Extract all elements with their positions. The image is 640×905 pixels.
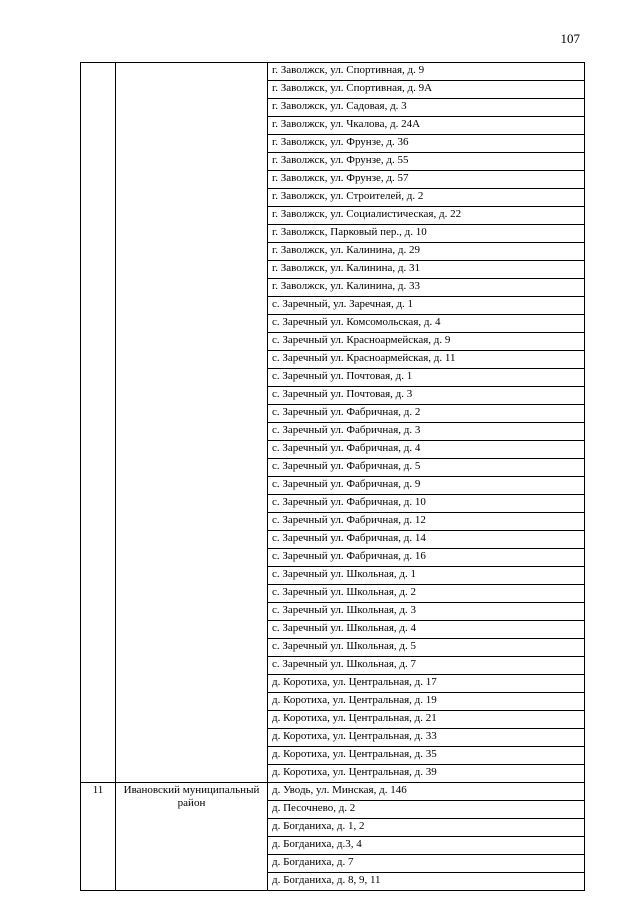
address-cell: с. Заречный ул. Школьная, д. 2 xyxy=(268,585,585,603)
address-cell: г. Заволжск, ул. Чкалова, д. 24А xyxy=(268,117,585,135)
address-cell: с. Заречный ул. Почтовая, д. 1 xyxy=(268,369,585,387)
address-cell: д. Богданиха, д.3, 4 xyxy=(268,837,585,855)
address-cell: с. Заречный ул. Комсомольская, д. 4 xyxy=(268,315,585,333)
address-cell: с. Заречный ул. Школьная, д. 5 xyxy=(268,639,585,657)
address-cell: г. Заволжск, ул. Социалистическая, д. 22 xyxy=(268,207,585,225)
address-cell: д. Богданиха, д. 1, 2 xyxy=(268,819,585,837)
address-cell: с. Заречный ул. Школьная, д. 4 xyxy=(268,621,585,639)
page-number: 107 xyxy=(560,31,580,46)
address-cell: с. Заречный ул. Школьная, д. 1 xyxy=(268,567,585,585)
address-cell: д. Коротиха, ул. Центральная, д. 33 xyxy=(268,729,585,747)
address-table-body xyxy=(81,63,585,891)
address-cell: с. Заречный ул. Фабричная, д. 12 xyxy=(268,513,585,531)
address-cell: г. Заволжск, ул. Фрунзе, д. 57 xyxy=(268,171,585,189)
address-cell: г. Заволжск, ул. Калинина, д. 33 xyxy=(268,279,585,297)
address-cell: д. Уводь, ул. Минская, д. 146 xyxy=(268,783,585,801)
address-cell: с. Заречный ул. Красноармейская, д. 11 xyxy=(268,351,585,369)
address-cell: с. Заречный ул. Фабричная, д. 3 xyxy=(268,423,585,441)
address-table xyxy=(80,62,585,891)
row-number-cell xyxy=(81,63,116,783)
address-cell: с. Заречный ул. Школьная, д. 3 xyxy=(268,603,585,621)
address-cell: г. Заволжск, ул. Фрунзе, д. 55 xyxy=(268,153,585,171)
table-row xyxy=(81,783,585,801)
district-cell: Ивановский муниципальный район xyxy=(116,783,268,891)
address-cell: с. Заречный ул. Фабричная, д. 10 xyxy=(268,495,585,513)
table-row xyxy=(81,63,585,81)
address-cell: с. Заречный ул. Фабричная, д. 4 xyxy=(268,441,585,459)
row-number-cell: 11 xyxy=(81,783,116,891)
address-cell: с. Заречный ул. Фабричная, д. 14 xyxy=(268,531,585,549)
address-cell: д. Песочнево, д. 2 xyxy=(268,801,585,819)
address-cell: д. Коротиха, ул. Центральная, д. 19 xyxy=(268,693,585,711)
address-cell: г. Заволжск, ул. Калинина, д. 29 xyxy=(268,243,585,261)
address-cell: г. Заволжск, ул. Строителей, д. 2 xyxy=(268,189,585,207)
address-cell: г. Заволжск, ул. Спортивная, д. 9А xyxy=(268,81,585,99)
address-cell: с. Заречный ул. Почтовая, д. 3 xyxy=(268,387,585,405)
address-cell: г. Заволжск, ул. Калинина, д. 31 xyxy=(268,261,585,279)
address-cell: с. Заречный ул. Школьная, д. 7 xyxy=(268,657,585,675)
address-cell: д. Коротиха, ул. Центральная, д. 17 xyxy=(268,675,585,693)
address-cell: с. Заречный ул. Фабричная, д. 9 xyxy=(268,477,585,495)
address-cell: с. Заречный, ул. Заречная, д. 1 xyxy=(268,297,585,315)
address-cell: г. Заволжск, ул. Садовая, д. 3 xyxy=(268,99,585,117)
address-cell: с. Заречный ул. Красноармейская, д. 9 xyxy=(268,333,585,351)
address-cell: г. Заволжск, ул. Спортивная, д. 9 xyxy=(268,63,585,81)
address-cell: д. Коротиха, ул. Центральная, д. 21 xyxy=(268,711,585,729)
district-cell xyxy=(116,63,268,783)
address-cell: д. Коротиха, ул. Центральная, д. 39 xyxy=(268,765,585,783)
address-cell: г. Заволжск, Парковый пер., д. 10 xyxy=(268,225,585,243)
address-cell: с. Заречный ул. Фабричная, д. 16 xyxy=(268,549,585,567)
address-cell: д. Коротиха, ул. Центральная, д. 35 xyxy=(268,747,585,765)
address-cell: с. Заречный ул. Фабричная, д. 2 xyxy=(268,405,585,423)
address-cell: с. Заречный ул. Фабричная, д. 5 xyxy=(268,459,585,477)
address-cell: д. Богданиха, д. 7 xyxy=(268,855,585,873)
address-cell: д. Богданиха, д. 8, 9, 11 xyxy=(268,873,585,891)
address-cell: г. Заволжск, ул. Фрунзе, д. 36 xyxy=(268,135,585,153)
